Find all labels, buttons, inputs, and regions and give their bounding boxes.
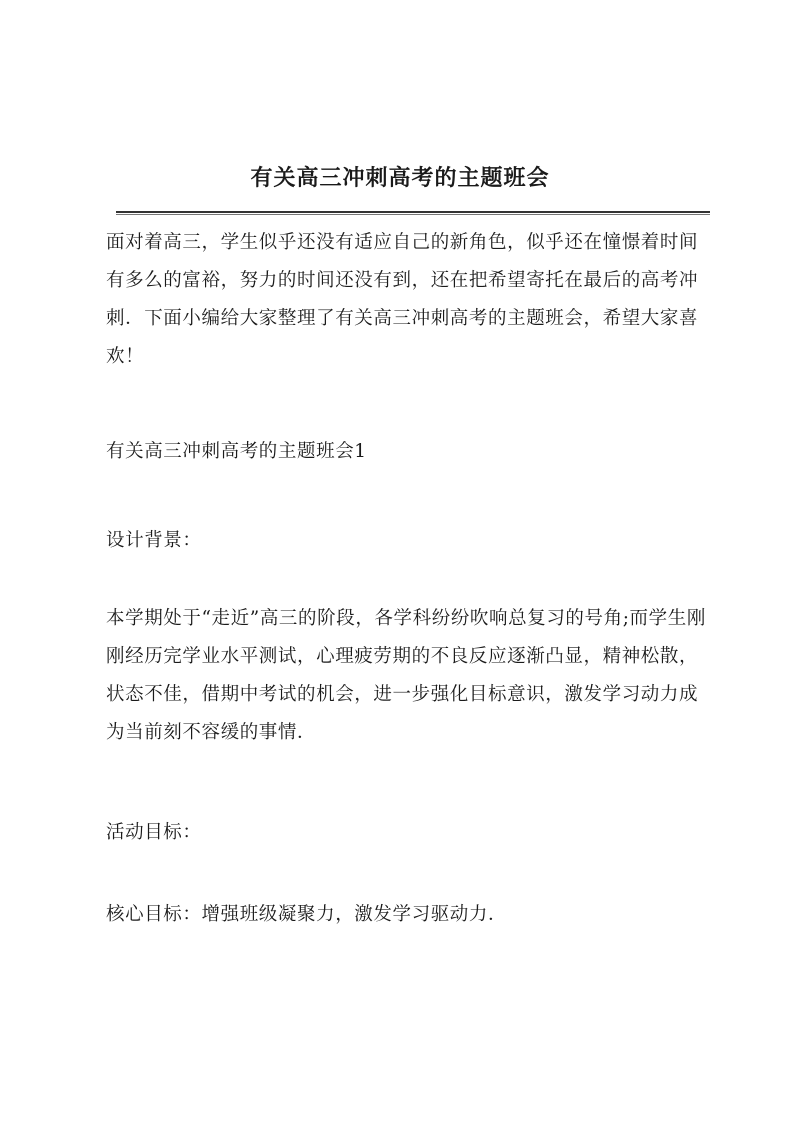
intro-paragraph: 面对着高三，学生似乎还没有适应自己的新角色，似乎还在憧憬着时间有多么的富裕，努力的时间还没有到，还在把希望寄托在最后的高考冲刺．下面小编给大家整理了有关高三冲刺高考的主题班会，希望大家喜欢！ — [106, 232, 699, 367]
title-divider — [116, 211, 710, 215]
goal-label: 活动目标： — [106, 822, 202, 843]
background-label: 设计背景： — [106, 530, 202, 551]
document-title: 有关高三冲刺高考的主题班会 — [250, 165, 550, 191]
section-heading: 有关高三冲刺高考的主题班会1 — [106, 441, 367, 462]
core-goal-paragraph: 核心目标：增强班级凝聚力，激发学习驱动力． — [106, 904, 508, 925]
background-paragraph: 本学期处于“走近”高三的阶段，各学科纷纷吹响总复习的号角;而学生刚刚经历完学业水平测试，心理疲劳期的不良反应逐渐凸显，精神松散，状态不佳，借期中考试的机会，进一步强化目标意识，激发学习动力成为当前刻不容缓的事情． — [106, 608, 706, 743]
